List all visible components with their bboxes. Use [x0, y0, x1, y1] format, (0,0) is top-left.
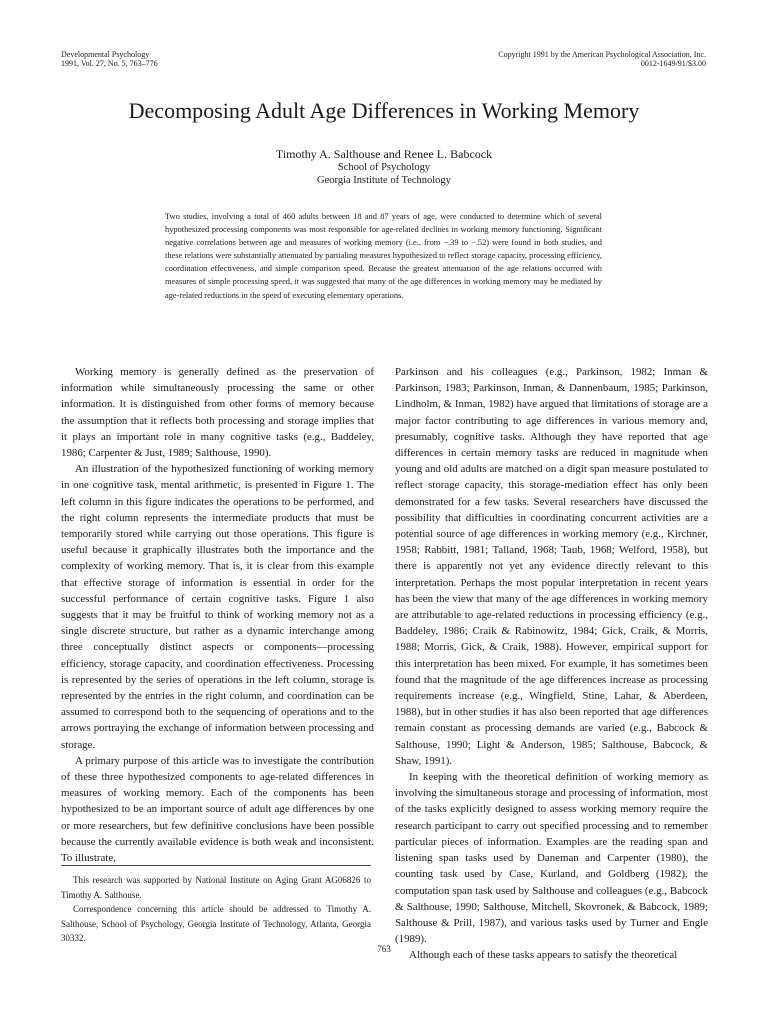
page-number: 763 — [377, 944, 391, 954]
affiliation-institute: Georgia Institute of Technology — [317, 174, 451, 186]
affiliation — [0, 162, 768, 187]
body-column-left — [61, 364, 374, 866]
footnote-funding: This research was supported by National Institute on Aging Grant AG06826 to Timothy A. Salthouse. — [61, 875, 371, 900]
body-column-right — [395, 364, 708, 964]
journal-citation — [61, 50, 158, 68]
journal-name: Developmental Psychology — [61, 50, 150, 59]
body-paragraph: A primary purpose of this article was to investigate the contribution of these three hypothesized components to age-related differences in measures of working memory. Each of the components has been hypothesized to be an important source of adult age differences by one or more researchers, but few definitive conclusions have been possible because the currently available evidence is both weak and inconsistent. To illustrate, — [61, 754, 374, 865]
body-paragraph: Working memory is generally defined as the preservation of information while simultaneously processing the same or other information. It is distinguished from other forms of memory because the assumption that it reflects both processing and storage implies that it plays an important role in many cognitive tasks (e.g., Baddeley, 1986; Carpenter & Just, 1989; Salthouse, 1990). — [61, 366, 374, 460]
body-paragraph: Although each of these tasks appears to satisfy the theoretical — [409, 949, 678, 962]
copyright-block — [498, 50, 706, 68]
copyright-notice: Copyright 1991 by the American Psychological Association, Inc. — [498, 50, 706, 59]
journal-volume: 1991, Vol. 27, No. 5, 763–776 — [61, 59, 158, 68]
body-paragraph: An illustration of the hypothesized functioning of working memory in one cognitive task, mental arithmetic, is presented in Figure 1. The left column in this figure indicates the operations to be performed, and the right column represents the intermediate products that must be temporarily stored while carrying out those operations. This figure is useful because it graphically illustrates both the importance and the complexity of working memory. That is, it is clear from this example that effective storage of information is essential in order for the successful performance of certain cognitive tasks. Figure 1 also suggests that it may be fruitful to think of working memory not as a single discrete structure, but rather as a dynamic interchange among three conceptually distinct aspects or components—processing efficiency, storage capacity, and coordination effectiveness. Processing is represented by the series of operations in the left column, storage is represented by the entries in the right column, and coordination can be assumed to correspond both to the sequencing of operations and to the arrows portraying the exchange of information between processing and storage. — [61, 463, 374, 751]
footnote-correspondence: Correspondence concerning this article should be addressed to Timothy A. Salthouse, School of Psychology, Georgia Institute of Technology, Atlanta, Georgia 30332. — [61, 904, 371, 944]
article-title: Decomposing Adult Age Differences in Working Memory — [128, 98, 640, 123]
abstract: Two studies, involving a total of 460 adults between 18 and 87 years of age, were conducted to determine which of several hypothesized processing components was most responsible for age-related declines in working memory functioning. Significant negative correlations between age and measures of working memory (i.e., from −.39 to −.52) were found in both studies, and these relations were substantially attenuated by partialing measures hypothesized to reflect storage capacity, processing efficiency, coordination effectiveness, and simple comparison speed. Because the greatest attenuation of the age relations occurred with measures of simple processing speed, it was suggested that many of the age differences in working memory may be mediated by age-related reductions in the speed of executing elementary operations. — [165, 212, 602, 300]
affiliation-school: School of Psychology — [337, 162, 431, 173]
body-paragraph: In keeping with the theoretical definition of working memory as involving the simultaneous storage and processing of information, most of the tasks explicitly designed to assess working memory require the research participant to carry out specified processing and to remember particular pieces of information. Examples are the reading span and listening span tasks used by Daneman and Carpenter (1980), the counting task used by Case, Kurland, and Goldberg (1982), the computation span task used by Salthouse and colleagues (e.g., Babcock & Salthouse, 1990; Salthouse, Mitchell, Skovronek, & Babcock, 1989; Salthouse & Prill, 1987), and various tasks used by Turner and Engle (1989). — [395, 771, 708, 946]
body-paragraph: Parkinson and his colleagues (e.g., Parkinson, 1982; Inman & Parkinson, 1983; Parkinson, Inman, & Dannenbaum, 1985; Parkinson, Lindholm, & Inman, 1982) have argued that limitations of storage are a major factor contributing to age differences in various memory and, presumably, cognitive tasks. Although they have reported that age differences in certain memory tasks are reduced in magnitude when young and old adults are matched on a digit span measure postulated to reflect storage capacity, this storage-mediation effect has only been demonstrated for a few tasks. Several researchers have discussed the possibility that difficulties in coordinating concurrent activities are a potential source of age differences in working memory (e.g., Kirchner, 1958; Rabbitt, 1981; Talland, 1968; Taub, 1968; Welford, 1958), but there is apparently not yet any evidence directly relevant to this interpretation. Perhaps the most popular interpretation in recent years has been the view that many of the age differences in working memory are attributable to age-related reductions in processing efficiency (e.g., Baddeley, 1986; Craik & Rabinowitz, 1984; Gick, Craik, & Morris, 1988; Morris, Gick, & Craik, 1988). However, empirical support for this interpretation has been mixed. For example, it has sometimes been found that the magnitude of the age differences increase as processing requirements increase (e.g., Wingfield, Stine, Lahar, & Aberdeen, 1988), but in other studies it has also been reported that age differences remain constant as processing demands are varied (e.g., Babcock & Salthouse, 1990; Light & Anderson, 1985; Salthouse, Babcock, & Shaw, 1991). — [395, 366, 708, 767]
author-list: Timothy A. Salthouse and Renee L. Babcock — [275, 147, 493, 161]
footnote-divider — [61, 865, 371, 866]
price-code: 0012-1649/91/$3.00 — [640, 59, 706, 68]
footnotes — [61, 873, 371, 946]
